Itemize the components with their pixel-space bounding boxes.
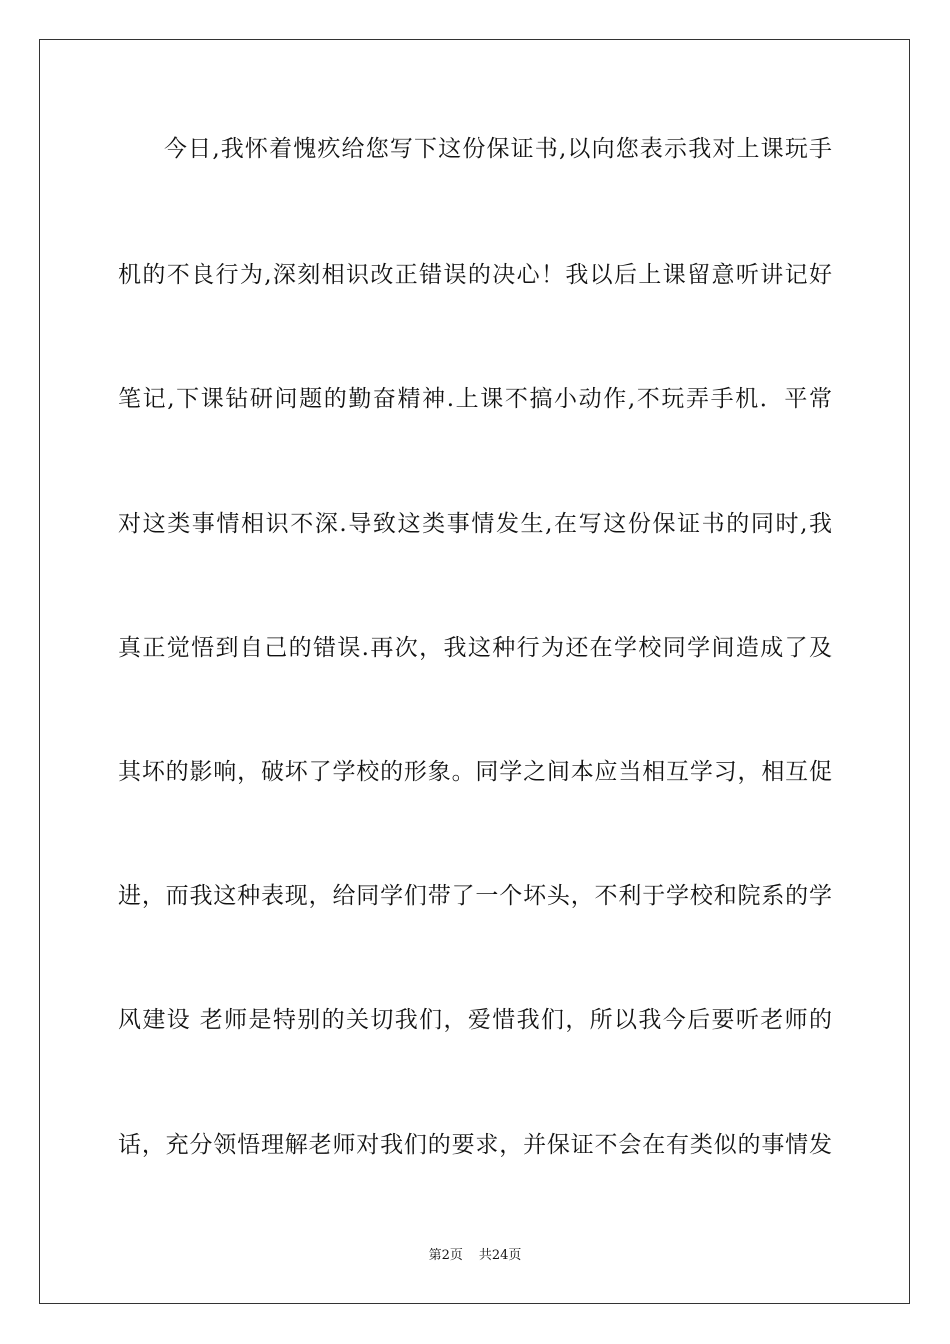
body-line-6: 其坏的影响，破坏了学校的形象。同学之间本应当相互学习，相互促 bbox=[118, 759, 832, 785]
body-line-5: 真正觉悟到自己的错误.再次，我这种行为还在学校同学间造成了及 bbox=[118, 635, 832, 661]
body-line-8: 风建设 老师是特别的关切我们，爱惜我们，所以我今后要听老师的 bbox=[118, 1007, 832, 1033]
body-line-9: 话，充分领悟理解老师对我们的要求，并保证不会在有类似的事情发 bbox=[118, 1132, 832, 1158]
body-line-3: 笔记,下课钻研问题的勤奋精神.上课不搞小动作,不玩弄手机．平常 bbox=[118, 386, 832, 412]
page-border bbox=[39, 39, 910, 1304]
body-line-7: 进，而我这种表现，给同学们带了一个坏头，不利于学校和院系的学 bbox=[118, 883, 832, 909]
body-line-2: 机的不良行为,深刻相识改正错误的决心！我以后上课留意听讲记好 bbox=[118, 262, 832, 288]
page-number: 第2页 bbox=[428, 1248, 463, 1263]
body-line-1: 今日,我怀着愧疚给您写下这份保证书,以向您表示我对上课玩手 bbox=[164, 136, 832, 162]
body-line-4: 对这类事情相识不深.导致这类事情发生,在写这份保证书的同时,我 bbox=[118, 511, 832, 537]
page-footer bbox=[0, 1247, 950, 1265]
page-total: 共24页 bbox=[478, 1248, 522, 1263]
